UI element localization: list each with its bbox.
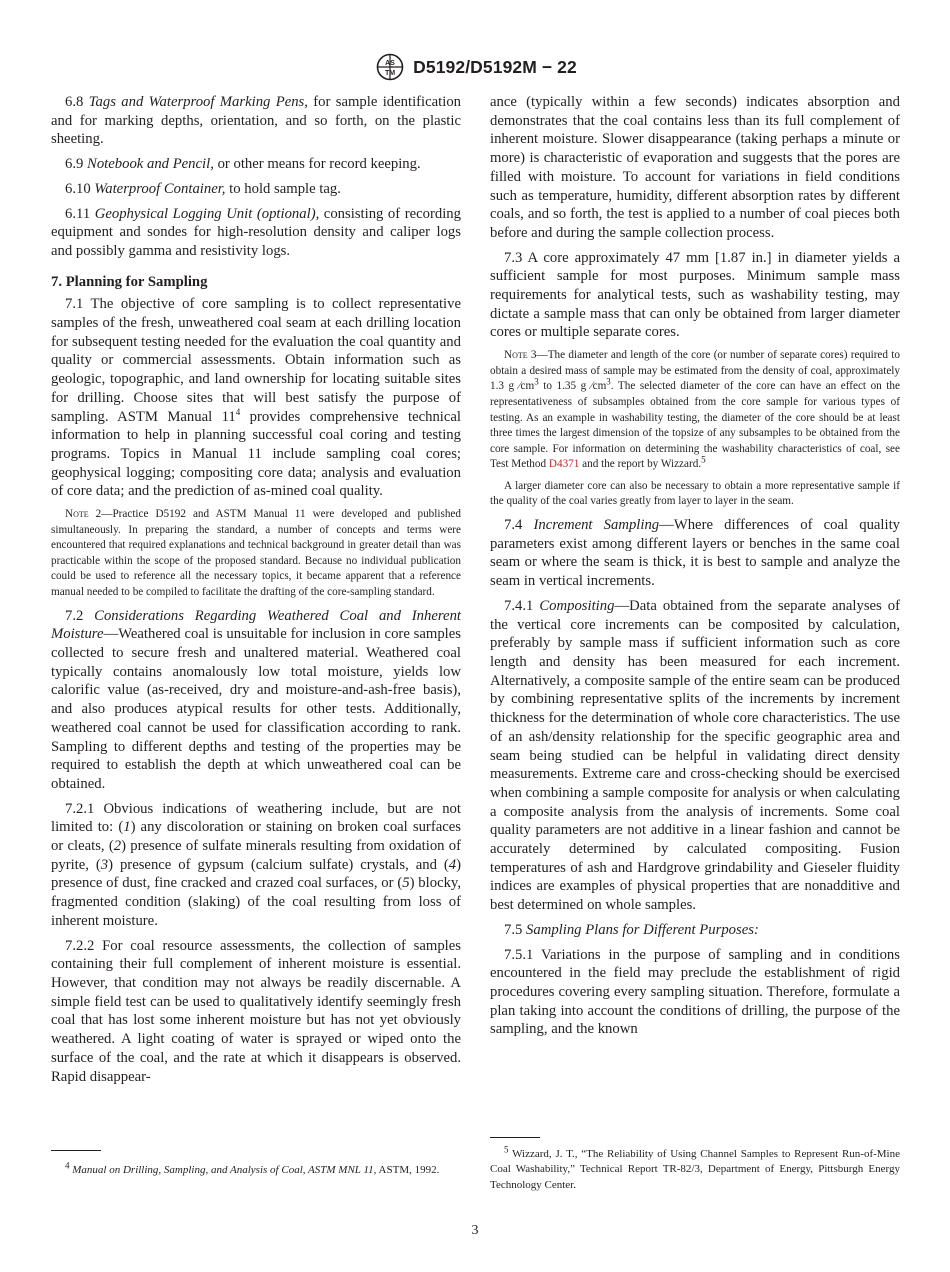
note-3-continued: A larger diameter core can also be necessary to obtain a more representative sample if the quality of the coal varies greatly from layer to layer in the seam.	[490, 479, 900, 508]
paragraph-7-2: 7.2 Considerations Regarding Weathered Coal and Inherent Moisture—Weathered coal is unsuitable for inclusion in core samples collected to secure fresh and unaltered material. Weathered coal typically contains anomalously low total moisture, yields low calorific value (as-received, dry and moisture-and-ash-free basis), and also produces atypical results for other tests. Additionally, weathered coal cannot be used for classification according to rank. Sampling to different depths and testing of the properties may be required to establish the depth at which unweathered coal can be obtained.	[51, 607, 461, 792]
footnote-divider-left	[51, 1150, 101, 1151]
paragraph-6-10: 6.10 Waterproof Container, to hold sample tag.	[65, 180, 341, 197]
paragraph-7-3: 7.3 A core approximately 47 mm [1.87 in.] in diameter yields a sufficient sample for most purposes. Minimum sample mass requirements for analytical tests, such as washability testing, may dictate a sample mass that can only be obtained from larger diameter cores or multiple separate cores.	[490, 249, 900, 341]
d4371-link[interactable]: D4371	[548, 458, 580, 471]
footnote-divider-right	[490, 1137, 540, 1138]
paragraph-7-2-2-continued: ance (typically within a few seconds) indicates absorption and demonstrates that the coal contains less than its full complement of inherent moisture. Slower disappearance (taking perhaps a minute or more) is characteristic of evaporation and suggests that the pores are filled with moisture. To account for variations in field conditions such as temperature, humidity, different absorption rates by different coals, and so forth, the test is applied to a number of coal pieces both before and during the sample collection process.	[490, 94, 900, 241]
paragraph-6-9: 6.9 Notebook and Pencil, or other means for record keeping.	[65, 156, 421, 173]
note-2: Note 2—Practice D5192 and ASTM Manual 11 were developed and published simultaneously. In preparing the standard, a number of concepts and terms were encountered that required explanations and technical background in greater detail than was practicable within the scope of the proposed standard. Because no individual publication could be used to reference all the necessary topics, it became apparent that a reference manual needed to be compiled to facilitate the drafting of the core-sampling standard.	[51, 508, 461, 599]
left-column	[51, 93, 461, 1092]
paragraph-6-11: 6.11 Geophysical Logging Unit (optional), consisting of recording equipment and sondes for high-resolution density and caliper logs and possibly gamma and resistivity logs.	[51, 205, 461, 259]
paragraph-7-5-1: 7.5.1 Variations in the purpose of sampling and in conditions encountered in the field may preclude the establishment of rigid procedures covering every sampling situation. Therefore, formulate a plan taking into account the conditions of drilling, the purpose of the sampling, and the known	[490, 946, 900, 1038]
svg-text:TM: TM	[385, 70, 396, 77]
note-3: Note 3—The diameter and length of the core (or number of separate cores) required to obtain a desired mass of sample may be estimated from the density of coal, approximately 1.3 g $⁄cm^3$ to 1.35 g $⁄cm^3$. The selected diameter of the core can have an effect on the representativeness of subsamples obtained from the core sample for various types of testing. As an example in washability testing, the diameter of the core should be at least three times the largest dimension of the topsize of any subsamples to be obtained from the core sample. For information on determining the washability characteristics of coal, see Test Method D4371 and the report by Wizzard.$^5$	[490, 349, 900, 471]
section-heading-7: 7. Planning for Sampling	[51, 273, 208, 290]
astm-logo-icon	[373, 52, 407, 82]
right-column	[490, 93, 900, 1045]
paragraph-7-2-1: 7.2.1 Obvious indications of weathering include, but are not limited to: (1) any discoloration or staining on broken coal surfaces or cleats, (2) presence of sulfate minerals resulting from oxidation of pyrite, (3) presence of gypsum (calcium sulfate) crystals, and (4) presence of dust, fine cracked and crazed coal surfaces, or (5) blocky, fragmented condition (slaking) of the coal resulting from loss of inherent moisture.	[51, 800, 462, 929]
page-header	[0, 52, 950, 87]
paragraph-6-8: 6.8 Tags and Waterproof Marking Pens, for sample identification and for marking depths, orientation, and so forth, on the plastic sheeting.	[51, 94, 462, 148]
paragraph-7-1: 7.1 The objective of core sampling is to collect representative samples of the fresh, unweathered coal seam at each drilling location for subsequent testing needed for the evaluation the coal quantity and quality or commercial assessments. Obtain information such as geologic, topographic, and land ownership for locating suitable sites for drilling. Choose sites that will best satisfy the purpose of sampling. ASTM Manual $11^4$ provides comprehensive technical information to help in planning successful coal coring and testing programs. Topics in Manual 11 include sampling coal cores; geophysical logging; compositing core data; analysis and evaluation of core data; and the prediction of as-mined coal quality.	[51, 296, 461, 500]
svg-text:AS: AS	[385, 60, 396, 67]
paragraph-7-4-1: 7.4.1 Compositing—Data obtained from the separate analyses of the vertical core increments can be composited by calculation, preferably by sample mass if sufficient information such as core length and density has been measured for each increment. Alternatively, a composite sample of the entire seam can be produced by combining representative splits of the increments by increment thickness for the determination of whole core characteristics. The use of an ash/density relationship for the specific geographic area and seam being studied can be helpful in validating direct density measurements. Extreme care and cross-checking should be exercised when combining a sample composite for analysis or when calculating a composite analysis from the analysis of increments. Some coal quality parameters are not additive in a linear fashion and cannot be accurately determined by calculated compositing. Fusion temperatures of ash and Hardgrove grindability and Gieseler fluidity indices are examples of physical properties that are nonadditive and best determined on whole samples.	[490, 597, 900, 914]
footnote-5: $^5$ Wizzard, J. T., “The Reliability of Using Channel Samples to Represent Run-of-Mine Coal Washability,” Technical Report TR-82/3, Department of Energy, Pittsburgh Energy Technology Center.	[490, 1144, 900, 1191]
paragraph-7-5: 7.5 Sampling Plans for Different Purposes:	[504, 921, 759, 938]
document-id: D5192/D5192M − 22	[413, 56, 577, 77]
paragraph-7-2-2: 7.2.2 For coal resource assessments, the collection of samples containing their full complement of inherent moisture is essential. However, that condition may not always be readily discernable. A simple field test can be used to qualitatively identify seemingly fresh coal that has lost some inherent moisture but has not yet obviously weathered. A light coating of water is sprayed or wiped onto the surface of the coal, and the rate at which it disappears is observed. Rapid disappear-	[51, 937, 461, 1085]
paragraph-7-4: 7.4 Increment Sampling—Where differences of coal quality parameters exist among different layers or benches in the same coal seam or where the seam is thick, it is best to sample and analyze the seam in vertical increments.	[490, 517, 901, 590]
page-number: 3	[471, 1223, 479, 1238]
footnote-4: $^4$ Manual on Drilling, Sampling, and Analysis of Coal, ASTM MNL 11, ASTM, 1992.	[65, 1160, 440, 1176]
